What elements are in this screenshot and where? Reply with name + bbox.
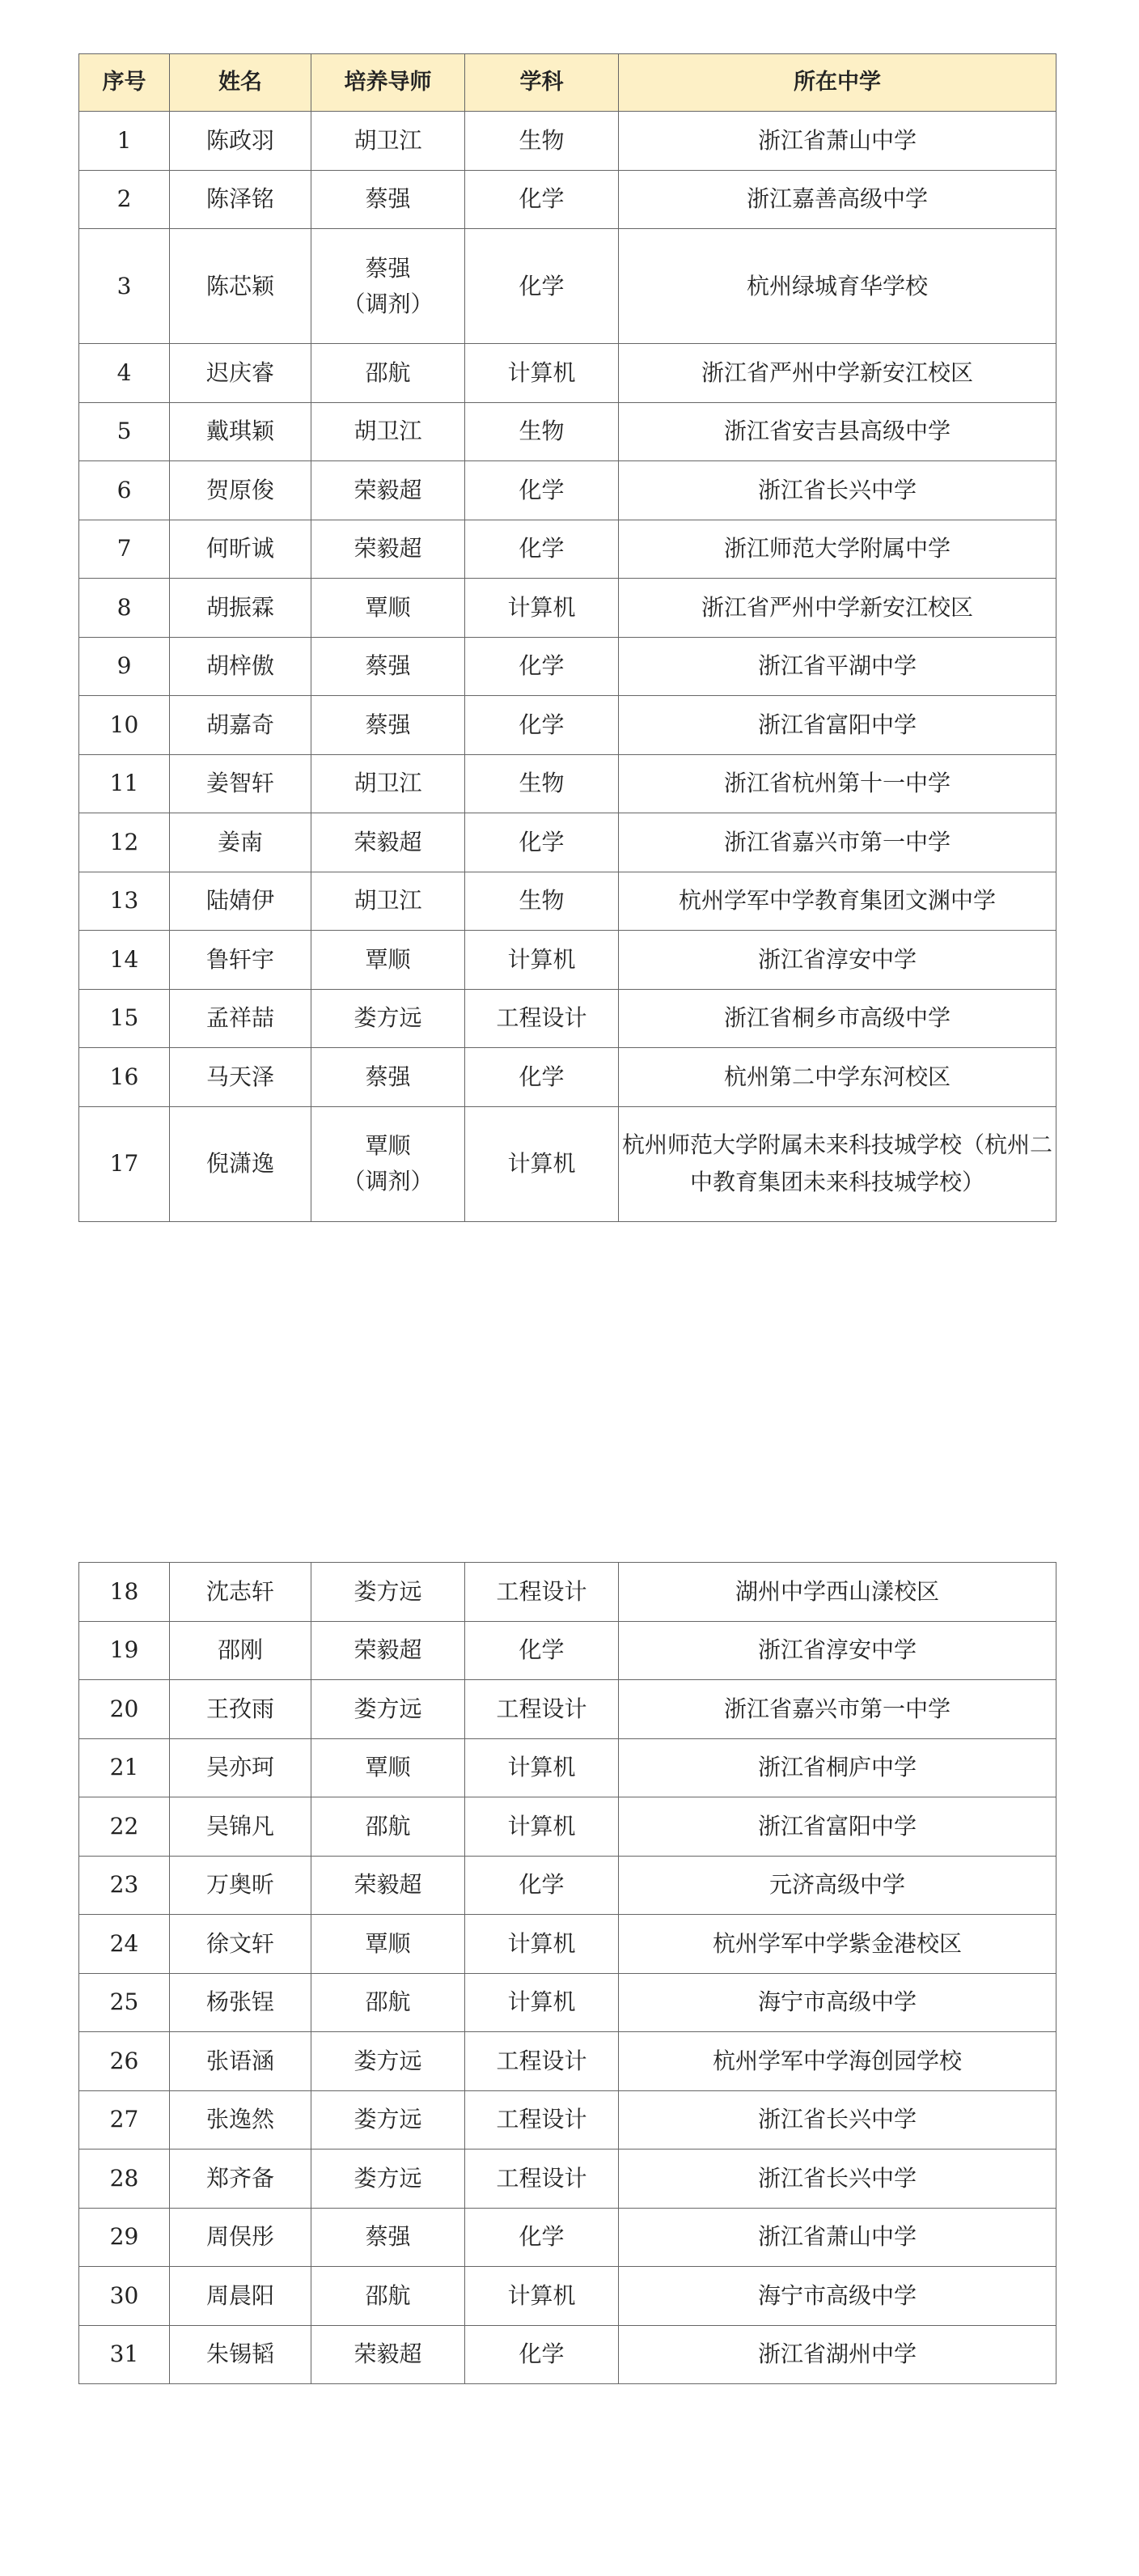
cell-tutor (311, 520, 465, 579)
cell-name: 周俣彤 (170, 2208, 311, 2267)
tutor-name: 蔡强 (365, 711, 411, 738)
cell-subject: 计算机 (465, 1106, 619, 1221)
cell-tutor (311, 1621, 465, 1680)
cell-no: 3 (79, 229, 170, 344)
cell-school: 杭州绿城育华学校 (619, 229, 1056, 344)
tutor-name: 蔡强 (365, 652, 411, 680)
table-row (79, 1915, 1056, 1974)
cell-name: 沈志轩 (170, 1563, 311, 1622)
cell-no: 6 (79, 461, 170, 520)
cell-subject: 化学 (465, 2325, 619, 2384)
tutor-name: 蔡强 (365, 2223, 411, 2251)
cell-school: 湖州中学西山漾校区 (619, 1563, 1056, 1622)
header-subject: 学科 (465, 54, 619, 112)
cell-tutor (311, 931, 465, 990)
table-header-row (79, 54, 1056, 112)
cell-tutor (311, 1856, 465, 1915)
tutor-name: 荣毅超 (354, 1871, 422, 1899)
cell-no: 24 (79, 1915, 170, 1974)
cell-no: 4 (79, 344, 170, 403)
cell-no: 13 (79, 872, 170, 931)
cell-school: 浙江省嘉兴市第一中学 (619, 813, 1056, 872)
cell-school: 浙江省平湖中学 (619, 637, 1056, 696)
tutor-name: 邵航 (365, 1812, 411, 1840)
table-row (79, 872, 1056, 931)
cell-tutor (311, 637, 465, 696)
table-row (79, 579, 1056, 638)
cell-name: 迟庆睿 (170, 344, 311, 403)
table-row (79, 1106, 1056, 1221)
cell-school: 杭州学军中学紫金港校区 (619, 1915, 1056, 1974)
tutor-name: 娄方远 (354, 1004, 422, 1032)
cell-school: 杭州学军中学海创园学校 (619, 2032, 1056, 2091)
cell-tutor (311, 2267, 465, 2326)
cell-name: 邵刚 (170, 1621, 311, 1680)
cell-name: 马天泽 (170, 1048, 311, 1107)
cell-name: 姜智轩 (170, 754, 311, 813)
cell-subject: 工程设计 (465, 1680, 619, 1739)
cell-tutor (311, 402, 465, 461)
tutor-name: 覃顺 (365, 1132, 411, 1159)
cell-school: 浙江省萧山中学 (619, 112, 1056, 171)
cell-subject: 化学 (465, 1621, 619, 1680)
cell-tutor (311, 989, 465, 1048)
cell-tutor (311, 2325, 465, 2384)
cell-tutor (311, 2090, 465, 2149)
cell-no: 19 (79, 1621, 170, 1680)
header-name: 姓名 (170, 54, 311, 112)
cell-school: 浙江省长兴中学 (619, 2090, 1056, 2149)
table-row (79, 1048, 1056, 1107)
cell-tutor (311, 229, 465, 344)
cell-name: 吴亦珂 (170, 1738, 311, 1797)
cell-tutor (311, 579, 465, 638)
tutor-name: 荣毅超 (354, 476, 422, 503)
cell-no: 20 (79, 1680, 170, 1739)
cell-school: 浙江嘉善高级中学 (619, 170, 1056, 229)
table-row (79, 2208, 1056, 2267)
cell-subject: 计算机 (465, 1738, 619, 1797)
table-row (79, 1973, 1056, 2032)
cell-tutor (311, 2149, 465, 2209)
cell-tutor (311, 696, 465, 755)
cell-name: 徐文轩 (170, 1915, 311, 1974)
cell-no: 21 (79, 1738, 170, 1797)
tutor-name: 覃顺 (365, 1929, 411, 1957)
table-row (79, 1797, 1056, 1857)
table-row (79, 989, 1056, 1048)
table-row (79, 1680, 1056, 1739)
tutor-name: 蔡强 (365, 1063, 411, 1090)
table-row (79, 1563, 1056, 1622)
cell-subject: 化学 (465, 170, 619, 229)
cell-subject: 生物 (465, 402, 619, 461)
cell-name: 胡振霖 (170, 579, 311, 638)
cell-name: 万奥昕 (170, 1856, 311, 1915)
cell-no: 12 (79, 813, 170, 872)
cell-name: 倪潇逸 (170, 1106, 311, 1221)
tutor-name: 娄方远 (354, 1577, 422, 1605)
cell-school: 浙江师范大学附属中学 (619, 520, 1056, 579)
cell-subject: 化学 (465, 229, 619, 344)
cell-tutor (311, 2208, 465, 2267)
cell-school: 浙江省淳安中学 (619, 931, 1056, 990)
cell-school: 浙江省安吉县高级中学 (619, 402, 1056, 461)
cell-name: 吴锦凡 (170, 1797, 311, 1857)
cell-subject: 计算机 (465, 1915, 619, 1974)
cell-no: 2 (79, 170, 170, 229)
cell-no: 16 (79, 1048, 170, 1107)
roster-table-part-1 (78, 53, 1056, 1222)
table-row (79, 170, 1056, 229)
cell-school: 杭州学军中学教育集团文渊中学 (619, 872, 1056, 931)
cell-tutor (311, 1973, 465, 2032)
cell-school: 浙江省桐庐中学 (619, 1738, 1056, 1797)
cell-subject: 化学 (465, 520, 619, 579)
cell-subject: 生物 (465, 754, 619, 813)
cell-subject: 化学 (465, 696, 619, 755)
tutor-name: 覃顺 (365, 593, 411, 621)
cell-subject: 化学 (465, 461, 619, 520)
cell-no: 31 (79, 2325, 170, 2384)
cell-subject: 化学 (465, 637, 619, 696)
cell-name: 贺原俊 (170, 461, 311, 520)
cell-tutor (311, 872, 465, 931)
table-row (79, 402, 1056, 461)
cell-name: 孟祥喆 (170, 989, 311, 1048)
cell-name: 郑齐备 (170, 2149, 311, 2209)
cell-school: 浙江省富阳中学 (619, 696, 1056, 755)
cell-name: 陈泽铭 (170, 170, 311, 229)
tutor-name: 覃顺 (365, 945, 411, 973)
cell-tutor (311, 344, 465, 403)
cell-name: 张语涵 (170, 2032, 311, 2091)
header-no: 序号 (79, 54, 170, 112)
cell-no: 7 (79, 520, 170, 579)
cell-subject: 化学 (465, 2208, 619, 2267)
cell-subject: 工程设计 (465, 989, 619, 1048)
cell-school: 海宁市高级中学 (619, 1973, 1056, 2032)
cell-name: 胡嘉奇 (170, 696, 311, 755)
cell-name: 张逸然 (170, 2090, 311, 2149)
cell-no: 29 (79, 2208, 170, 2267)
tutor-name: 荣毅超 (354, 828, 422, 855)
header-tutor: 培养导师 (311, 54, 465, 112)
table-row (79, 2267, 1056, 2326)
cell-name: 王孜雨 (170, 1680, 311, 1739)
cell-no: 1 (79, 112, 170, 171)
cell-subject: 化学 (465, 813, 619, 872)
table-row (79, 2090, 1056, 2149)
cell-no: 25 (79, 1973, 170, 2032)
cell-tutor (311, 1797, 465, 1857)
tutor-name: 胡卫江 (354, 770, 422, 797)
cell-tutor (311, 1563, 465, 1622)
cell-subject: 生物 (465, 112, 619, 171)
tutor-name: 覃顺 (365, 1754, 411, 1781)
table-row (79, 1856, 1056, 1915)
roster-table-part-2 (78, 1562, 1056, 2384)
tutor-name: 胡卫江 (354, 418, 422, 445)
cell-subject: 计算机 (465, 579, 619, 638)
cell-name: 朱锡韬 (170, 2325, 311, 2384)
tutor-name: 荣毅超 (354, 2340, 422, 2368)
cell-school: 浙江省长兴中学 (619, 2149, 1056, 2209)
cell-school: 浙江省杭州第十一中学 (619, 754, 1056, 813)
cell-school: 浙江省严州中学新安江校区 (619, 579, 1056, 638)
cell-school: 浙江省严州中学新安江校区 (619, 344, 1056, 403)
cell-no: 15 (79, 989, 170, 1048)
cell-no: 28 (79, 2149, 170, 2209)
cell-no: 5 (79, 402, 170, 461)
cell-name: 胡梓傲 (170, 637, 311, 696)
cell-name: 姜南 (170, 813, 311, 872)
tutor-name: 邵航 (365, 1988, 411, 2016)
tutor-name: 荣毅超 (354, 535, 422, 562)
table-row (79, 696, 1056, 755)
cell-school: 杭州师范大学附属未来科技城学校（杭州二中教育集团未来科技城学校） (619, 1106, 1056, 1221)
table-row (79, 2032, 1056, 2091)
cell-no: 22 (79, 1797, 170, 1857)
tutor-name: 娄方远 (354, 2164, 422, 2192)
cell-tutor (311, 1915, 465, 1974)
table-row (79, 2149, 1056, 2209)
cell-name: 陆婧伊 (170, 872, 311, 931)
tutor-name: 胡卫江 (354, 126, 422, 154)
cell-no: 10 (79, 696, 170, 755)
tutor-note: （调剂） (342, 1168, 434, 1195)
table-row (79, 1738, 1056, 1797)
cell-tutor (311, 1106, 465, 1221)
cell-school: 浙江省湖州中学 (619, 2325, 1056, 2384)
tutor-name: 蔡强 (365, 254, 411, 282)
table-row (79, 2325, 1056, 2384)
table-row (79, 344, 1056, 403)
cell-no: 14 (79, 931, 170, 990)
cell-tutor (311, 112, 465, 171)
cell-no: 23 (79, 1856, 170, 1915)
cell-no: 9 (79, 637, 170, 696)
cell-school: 杭州第二中学东河校区 (619, 1048, 1056, 1107)
cell-school: 元济高级中学 (619, 1856, 1056, 1915)
cell-school: 浙江省嘉兴市第一中学 (619, 1680, 1056, 1739)
cell-tutor (311, 170, 465, 229)
cell-tutor (311, 754, 465, 813)
tutor-name: 蔡强 (365, 185, 411, 213)
cell-name: 陈政羽 (170, 112, 311, 171)
cell-no: 11 (79, 754, 170, 813)
cell-subject: 生物 (465, 872, 619, 931)
cell-no: 8 (79, 579, 170, 638)
cell-subject: 计算机 (465, 2267, 619, 2326)
cell-school: 浙江省桐乡市高级中学 (619, 989, 1056, 1048)
table-row (79, 520, 1056, 579)
cell-no: 17 (79, 1106, 170, 1221)
tutor-name: 娄方远 (354, 2106, 422, 2133)
cell-name: 戴琪颖 (170, 402, 311, 461)
tutor-note: （调剂） (342, 290, 434, 317)
cell-tutor (311, 461, 465, 520)
cell-no: 18 (79, 1563, 170, 1622)
cell-subject: 工程设计 (465, 2090, 619, 2149)
table-row (79, 461, 1056, 520)
cell-tutor (311, 813, 465, 872)
tutor-name: 胡卫江 (354, 887, 422, 915)
cell-name: 周晨阳 (170, 2267, 311, 2326)
table-row (79, 229, 1056, 344)
cell-name: 何昕诚 (170, 520, 311, 579)
tutor-name: 娄方远 (354, 2047, 422, 2074)
cell-subject: 工程设计 (465, 1563, 619, 1622)
cell-subject: 计算机 (465, 931, 619, 990)
tutor-name: 邵航 (365, 2281, 411, 2309)
table-row (79, 637, 1056, 696)
cell-subject: 工程设计 (465, 2149, 619, 2209)
table-row (79, 1621, 1056, 1680)
tutor-name: 娄方远 (354, 1695, 422, 1722)
cell-tutor (311, 1680, 465, 1739)
tutor-name: 邵航 (365, 359, 411, 386)
table-row (79, 754, 1056, 813)
cell-school: 浙江省长兴中学 (619, 461, 1056, 520)
cell-tutor (311, 1048, 465, 1107)
cell-tutor (311, 1738, 465, 1797)
cell-tutor (311, 2032, 465, 2091)
cell-school: 浙江省萧山中学 (619, 2208, 1056, 2267)
cell-school: 浙江省富阳中学 (619, 1797, 1056, 1857)
cell-subject: 计算机 (465, 1973, 619, 2032)
cell-no: 30 (79, 2267, 170, 2326)
table-row (79, 813, 1056, 872)
cell-no: 27 (79, 2090, 170, 2149)
cell-name: 杨张锃 (170, 1973, 311, 2032)
cell-school: 浙江省淳安中学 (619, 1621, 1056, 1680)
cell-subject: 计算机 (465, 344, 619, 403)
table-row (79, 931, 1056, 990)
cell-subject: 化学 (465, 1856, 619, 1915)
table-row (79, 112, 1056, 171)
header-school: 所在中学 (619, 54, 1056, 112)
cell-name: 陈芯颖 (170, 229, 311, 344)
cell-no: 26 (79, 2032, 170, 2091)
cell-name: 鲁轩宇 (170, 931, 311, 990)
cell-subject: 化学 (465, 1048, 619, 1107)
cell-subject: 工程设计 (465, 2032, 619, 2091)
cell-school: 海宁市高级中学 (619, 2267, 1056, 2326)
cell-subject: 计算机 (465, 1797, 619, 1857)
tutor-name: 荣毅超 (354, 1636, 422, 1664)
